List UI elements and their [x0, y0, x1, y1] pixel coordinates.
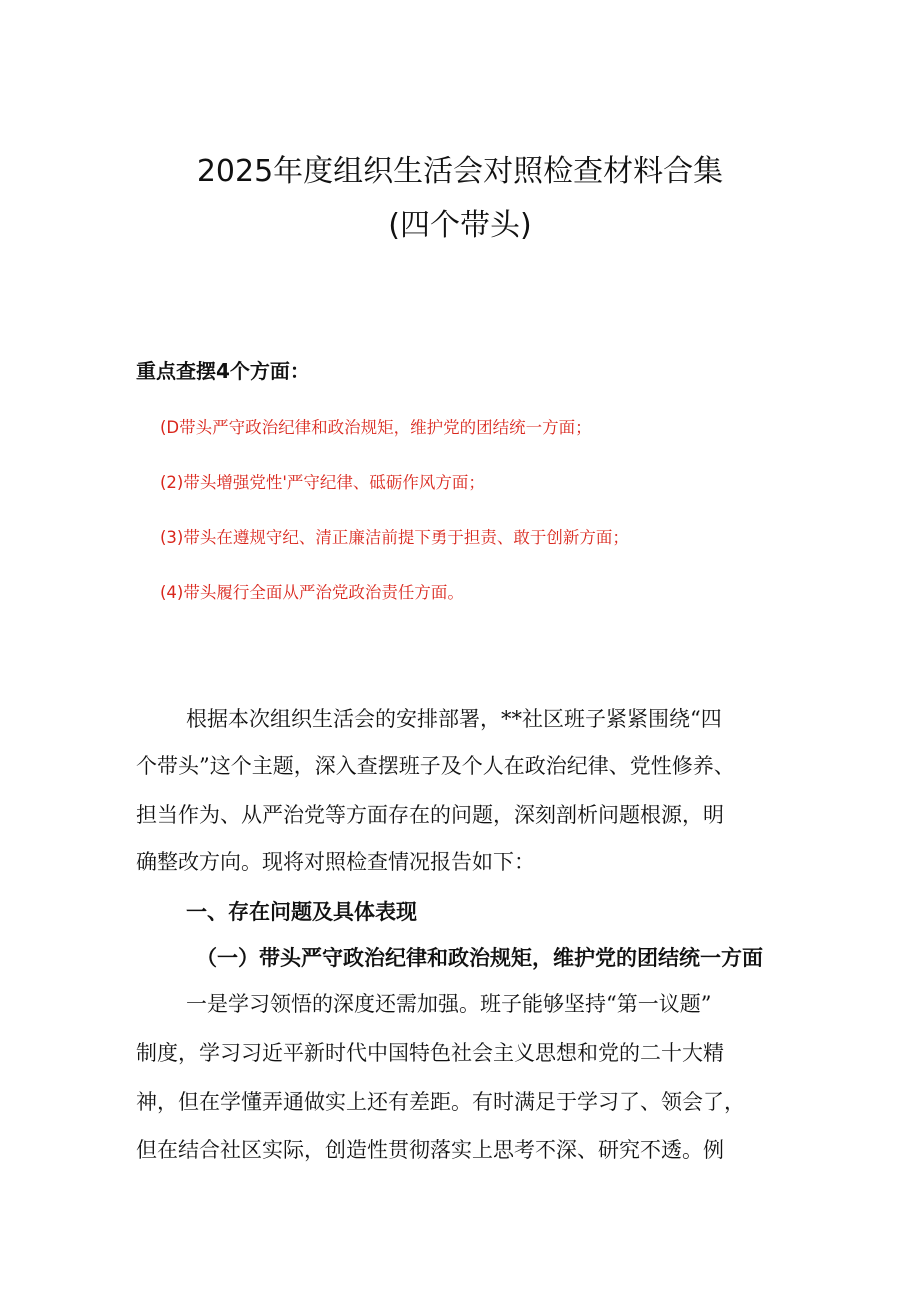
document-title: 2025年度组织生活会对照检查材料合集: [196, 154, 724, 189]
problem-line-2: 制度，学习习近平新时代中国特色社会主义思想和党的二十大精: [136, 1041, 724, 1065]
problem-line-3: 神，但在学懂弄通做实上还有差距。有时满足于学习了、领会了，: [136, 1090, 745, 1114]
subsection-heading: （一）带头严守政治纪律和政治规矩，维护党的团结统一方面: [196, 945, 763, 970]
problem-line-1: 一是学习领悟的深度还需加强。班子能够坚持“第一议题”: [186, 992, 712, 1016]
intro-line-2: 个带头”这个主题，深入查摆班子及个人在政治纪律、党性修养、: [136, 754, 735, 778]
problem-line-4: 但在结合社区实际，创造性贯彻落实上思考不深、研究不透。例: [136, 1138, 724, 1162]
key-point-3: (3)带头在遵规守纪、清正廉洁前提下勇于担责、敢于创新方面；: [160, 528, 629, 547]
key-points-heading: 重点查摆4个方面：: [136, 359, 310, 383]
document-subtitle: (四个带头): [388, 208, 532, 243]
intro-line-1: 根据本次组织生活会的安排部署，**社区班子紧紧围绕“四: [186, 707, 722, 731]
intro-line-4: 确整改方向。现将对照检查情况报告如下：: [136, 850, 535, 874]
key-point-2: (2)带头增强党性'严守纪律、砥砺作风方面；: [160, 473, 485, 492]
section-heading: 一、存在问题及具体表现: [186, 900, 417, 924]
intro-line-3: 担当作为、从严治党等方面存在的问题，深刻剖析问题根源，明: [136, 803, 724, 827]
key-point-4: (4)带头履行全面从严治党政治责任方面。: [160, 583, 464, 602]
key-point-1: (D带头严守政治纪律和政治规矩，维护党的团结统一方面；: [160, 418, 592, 437]
